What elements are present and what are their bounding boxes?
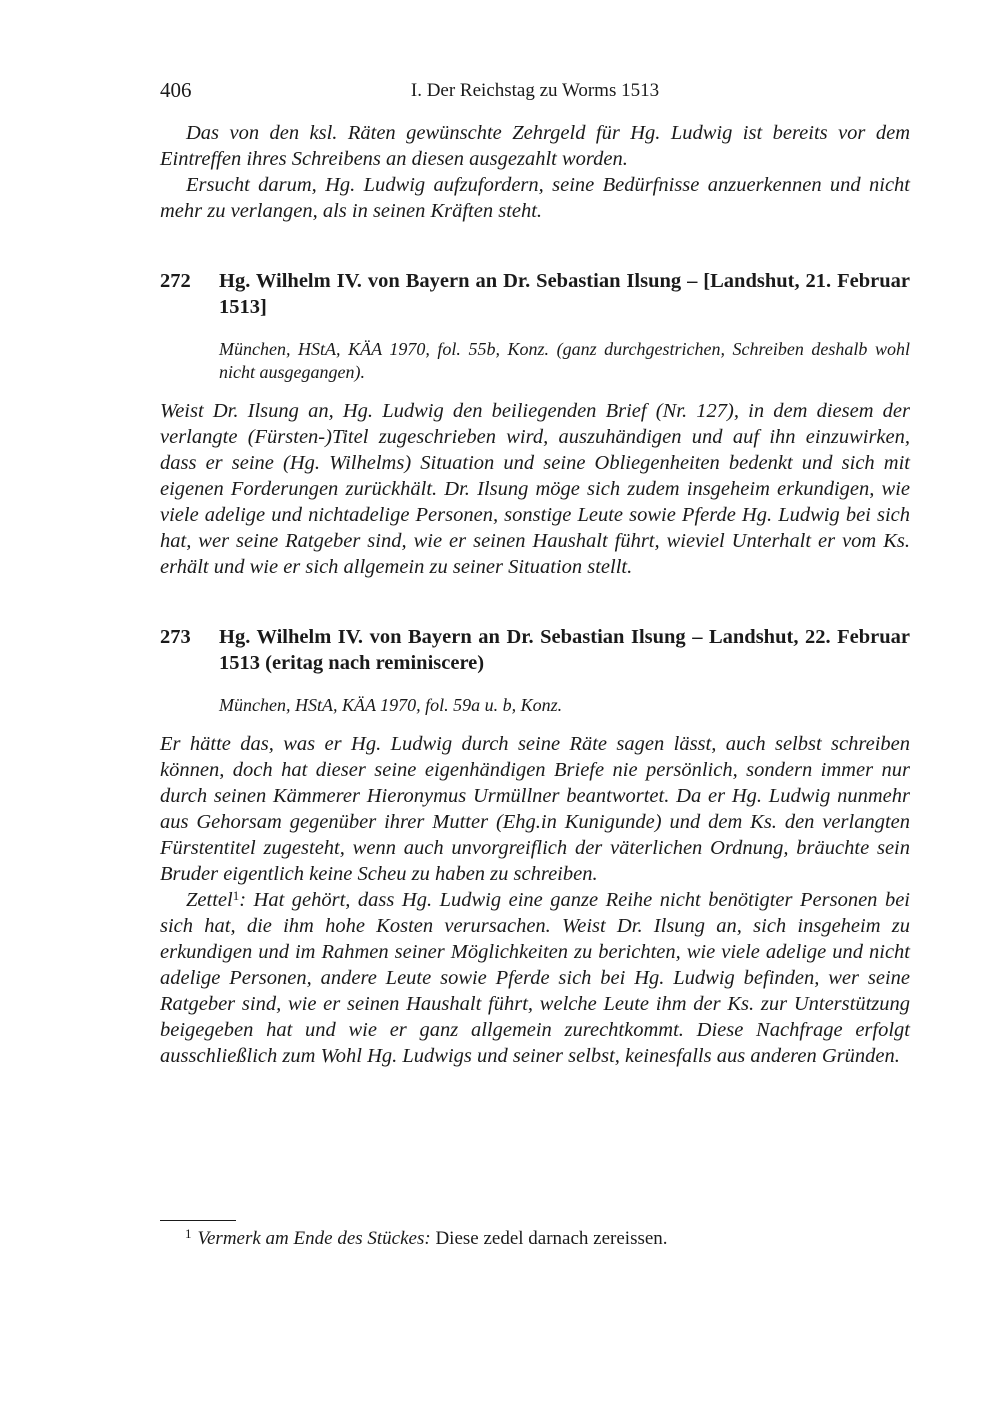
entry-body: Er hätte das, was er Hg. Ludwig durch seine Räte sagen lässt, auch selbst schreiben können, doch hat dieser seine eigenhändigen Briefe nie persönlich, sondern immer nur durch seinen Kämmerer Hieronymus Urmüllner beantwortet. Da er Hg. Ludwig nunmehr aus Gehorsam gegenüber ihrer Mutter (Ehg.in Kunigunde) und dem Ks. den verlangten Fürstentitel zugesteht, wenn auch unvorgreiflich der väterlichen Ordnung, bräuchte sein Bruder eigentlich keine Scheu zu haben zu schreiben.	[160, 733, 910, 885]
entry-272	[160, 268, 910, 580]
intro-paragraph-2: Ersucht darum, Hg. Ludwig aufzufordern, seine Bedürfnisse anzuerkennen und nicht mehr zu verlangen, als in seinen Kräften steht.	[160, 174, 910, 222]
footnote-divider	[160, 1220, 236, 1221]
running-title: I. Der Reichstag zu Worms 1513	[410, 80, 660, 101]
footnote-italic-text: Vermerk am Ende des Stückes:	[197, 1228, 431, 1249]
running-head	[160, 78, 910, 108]
entry-number: 272	[160, 270, 191, 292]
zettel-paragraph	[160, 887, 910, 1069]
entry-body: Weist Dr. Ilsung an, Hg. Ludwig den beiliegenden Brief (Nr. 127), in dem diesem der verlangte (Fürsten-)Titel zugeschrieben wird, auszuhändigen und auf ihn einzuwirken, dass er seine (Hg. Wilhelms) Situation und seine Obliegenheiten bedenkt und sich mit eigenen Forderungen zurückhält. Dr. Ilsung möge sich zudem insgeheim erkundigen, wie viele adelige und nichtadelige Personen, sonstige Leute sowie Pferde Hg. Ludwig bei sich hat, wer seine Ratgeber sind, wie er seinen Haushalt führt, wieviel Unterhalt er vom Ks. erhält und wie er sich allgemein zu seiner Situation stellt.	[160, 400, 910, 578]
entry-title: Hg. Wilhelm IV. von Bayern an Dr. Sebastian Ilsung – [Landshut, 21. Februar 1513]	[219, 270, 910, 318]
page-body	[160, 78, 910, 1069]
entry-heading	[160, 624, 910, 676]
footnote-mark: 1	[185, 1226, 192, 1241]
entry-title: Hg. Wilhelm IV. von Bayern an Dr. Sebastian Ilsung – Landshut, 22. Februar 1513 (eritag nach reminiscere)	[219, 626, 910, 674]
footnote-reference[interactable]: 1	[232, 888, 240, 903]
intro-paragraph-1: Das von den ksl. Räten gewünschte Zehrgeld für Hg. Ludwig ist bereits vor dem Eintreffen ihres Schreibens an diesen ausgezahlt worden.	[160, 122, 910, 170]
footnote-text: Diese zedel darnach zereissen.	[430, 1228, 668, 1249]
zettel-text: : Hat gehört, dass Hg. Ludwig eine ganze Reihe nicht benötigter Personen bei sich hat, die ihm hohe Kosten verursachen. Weist Dr. Ilsung an, sich insgeheim zu erkundigen und im Rahmen seiner Möglichkeiten zu berichten, wie viele adelige und nicht adelige Personen, andere Leute sowie Pferde sich bei Hg. Ludwig befinden, wer seine Ratgeber sind, wie er seinen Haushalt führt, welche Leute ihm der Ks. zur Unterstützung beigegeben hat und wie er ganz allgemein zurechtkommt. Diese Nachfrage erfolgt ausschließlich zum Wohl Hg. Ludwigs und seiner selbst, keinesfalls aus anderen Gründen.	[160, 889, 910, 1067]
intro-section	[160, 120, 910, 224]
footnote	[185, 1226, 885, 1252]
entry-source: München, HStA, KÄA 1970, fol. 59a u. b, Konz.	[219, 695, 563, 715]
entry-number: 273	[160, 626, 191, 648]
entry-source: München, HStA, KÄA 1970, fol. 55b, Konz. (ganz durchgestrichen, Schreiben deshalb wohl nicht ausgegangen).	[219, 339, 910, 382]
entry-heading	[160, 268, 910, 320]
entry-273	[160, 624, 910, 1069]
zettel-label: Zettel	[186, 889, 233, 911]
page-number: 406	[160, 78, 192, 102]
